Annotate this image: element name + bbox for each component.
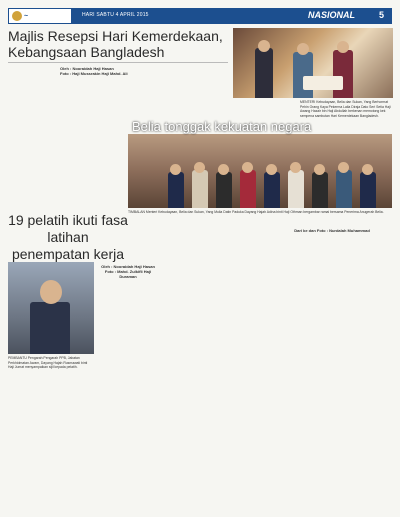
byline-photographer: Foto : Haji Mussrakin Haji Mahd. Ali	[60, 71, 128, 76]
headline-pelatih: 19 pelatih ikuti fasa latihan penempatan kerja	[8, 212, 128, 262]
header-date: HARI SABTU 4 APRIL 2015	[82, 12, 149, 18]
headline-majlis-resepsi: Majlis Resepsi Hari Kemerdekaan, Kebangsaan Bangladesh	[8, 28, 223, 60]
page-header	[8, 8, 392, 24]
byline-writer: Oleh : Nooraidah Haji Hasan	[60, 66, 114, 71]
article1-col2	[64, 80, 120, 132]
logo-emblem-icon	[12, 11, 22, 21]
sidebar-heading: Dari ke dan Foto : Nurdalah Muhammad	[294, 228, 370, 233]
photo-cake-cutting	[233, 28, 393, 98]
article3-col1	[8, 384, 94, 510]
photo-youth-group	[128, 134, 392, 208]
byline-photographer: Foto : Mahd. Zulkifli Haji Duraman	[104, 269, 152, 279]
article3-col2	[98, 290, 154, 510]
section-name: NASIONAL	[308, 10, 355, 20]
byline-article3	[98, 264, 158, 279]
page-number: 5	[378, 10, 384, 20]
logo-text: ~	[24, 12, 29, 20]
byline-article1	[60, 66, 180, 76]
article2-col2	[216, 226, 268, 510]
photo-caption-group: TIMBALAN Menteri Kebudayaan, Belia dan Sukan, Yang Mulia Datin Paduka Dayang Hajah Adina binti Haji Othman bergambar ramai bersama Penerima Anugerah Belia.	[128, 210, 384, 214]
sidebar-col1	[272, 236, 330, 510]
newspaper-logo	[8, 8, 72, 24]
headline-divider	[8, 62, 228, 63]
headline-belia-tonggak: Belia tonggak kekuatan negara	[132, 119, 312, 134]
photo-certificate	[8, 262, 94, 354]
photo-caption-certificate: PEMBANTU Pengarah Pengarah PPB, Jabatan Perkhidmatan Awam, Dayang Hajah Rusmawati binti Haji Jumat menyampaikan sijil kepada pelatih.	[8, 356, 88, 369]
photo-caption-cake: MENTERI Kebudayaan, Belia dan Sukan, Yang Berhormat Pehin Orang Kaya Pekerma Laila Diraja Dato Seri Setia Haji Awang Hazair bin Haji Abdullah berkenan memotong kek sempena sambutan Hari Kemerdekaan Bangladesh.	[300, 100, 391, 118]
byline-writer: Oleh : Nooraidah Haji Hasan	[101, 264, 155, 269]
sidebar-col2	[334, 236, 392, 510]
article2-col1	[158, 226, 212, 510]
